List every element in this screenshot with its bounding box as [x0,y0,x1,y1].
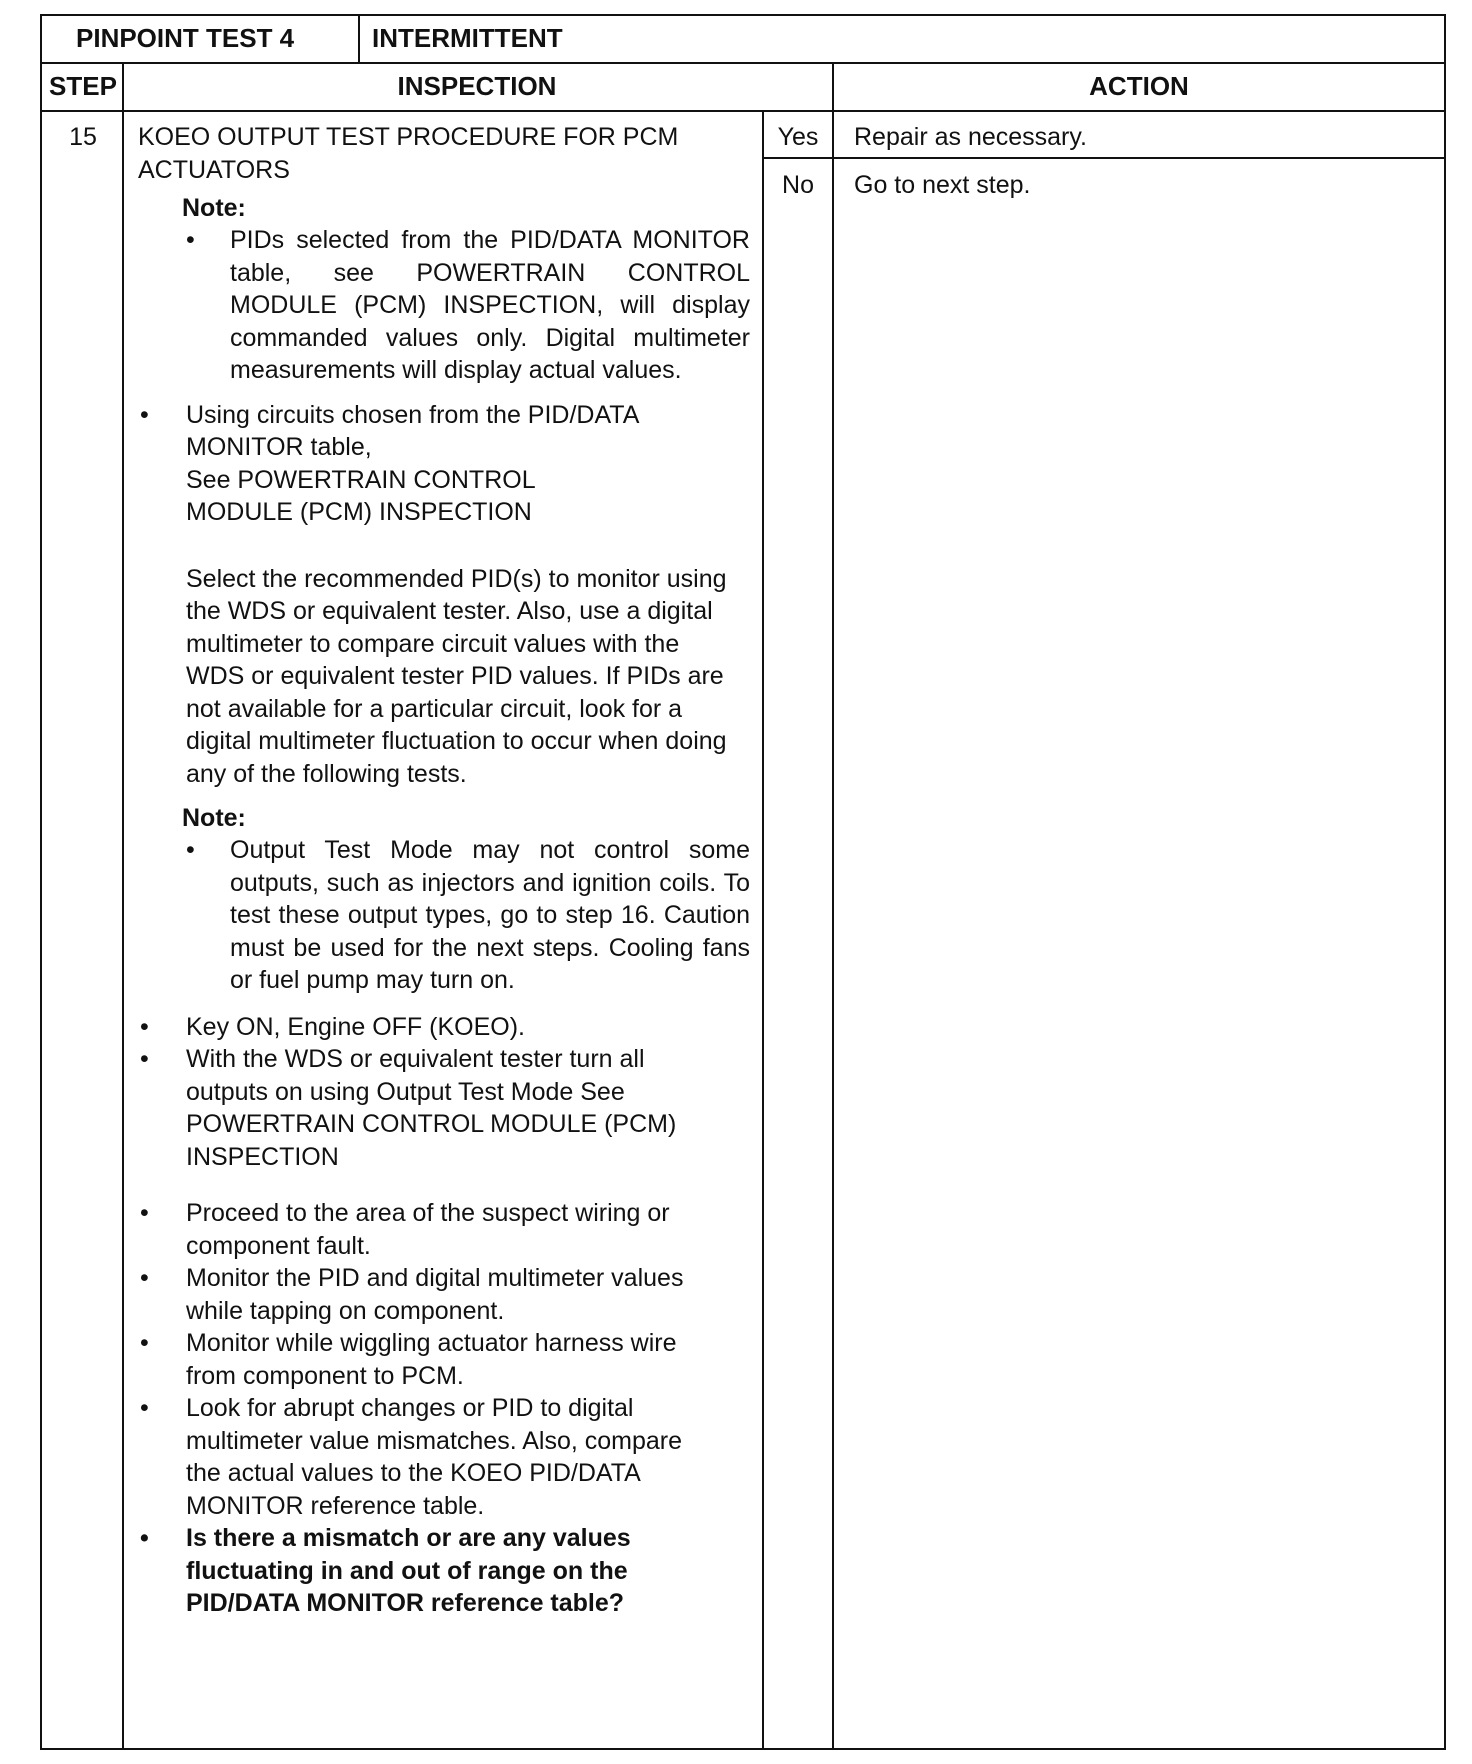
yes-no-divider [762,157,1444,159]
list-item: • Monitor the PID and digital multimeter values while tapping on component. [138,1262,718,1327]
header-divider [42,62,1444,64]
inspection-content [138,121,748,1620]
decision-question: • Is there a mismatch or are any values fluctuating in and out of range on the PID/DATA MONITOR reference table? [138,1522,718,1620]
column-header-divider [42,110,1444,112]
procedure-paragraph: Select the recommended PID(s) to monitor using the WDS or equivalent tester. Also, use a digital multimeter to compare circuit values with the WDS or equivalent tester PID values. If PIDs are not available for a particular circuit, look for a digital multimeter fluctuation to occur when doing any of the following tests. [186,564,727,788]
procedure-steps-a [138,1011,718,1174]
yes-no-column-left [762,110,764,1750]
pinpoint-test-name: INTERMITTENT [372,23,563,53]
list-item: • Monitor while wiggling actuator harness wire from component to PCM. [138,1327,718,1392]
column-header-inspection: INSPECTION [397,71,557,101]
note-2 [182,802,750,997]
list-item: • Proceed to the area of the suspect wiring or component fault. [138,1197,718,1262]
procedure-steps-b [138,1197,718,1620]
column-header-action: ACTION [1089,71,1189,101]
note-2-item: • Output Test Mode may not control some outputs, such as injectors and ignition coils. To test these output types, go to step 16. Caution must be used for the next steps. Cooling fans or fuel pump may turn on. [182,834,750,997]
note-2-label: Note: [182,804,246,832]
circuit-selection-bullet [138,399,738,529]
step-column-divider [122,62,124,1750]
list-item: • With the WDS or equivalent tester turn all outputs on using Output Test Mode See POWERTRAIN CONTROL MODULE (PCM) INSPECTION [138,1043,718,1173]
note-1 [182,192,750,387]
note-1-item: • PIDs selected from the PID/DATA MONITOR table, see POWERTRAIN CONTROL MODULE (PCM) INSPECTION, will display commanded values only. Digital multimeter measurements will display actual values. [182,224,750,387]
no-label: No [782,171,814,199]
column-header-step: STEP [49,71,117,101]
no-action: Go to next step. [854,171,1031,199]
step-title: KOEO OUTPUT TEST PROCEDURE FOR PCM ACTUATORS [138,123,679,184]
bullet-1-line-2: See POWERTRAIN CONTROL MODULE (PCM) INSPECTION [186,465,535,526]
step-number: 15 [69,123,97,151]
action-column-divider [832,62,834,1750]
pinpoint-test-table [40,14,1446,1750]
yes-action: Repair as necessary. [854,123,1087,151]
list-item: • Key ON, Engine OFF (KOEO). [138,1011,718,1044]
pinpoint-test-label: PINPOINT TEST 4 [76,23,295,53]
note-1-label: Note: [182,194,246,222]
yes-label: Yes [777,123,819,151]
title-divider [358,16,360,62]
bullet-1-line-1: • Using circuits chosen from the PID/DATA MONITOR table, [186,400,639,461]
list-item: • Look for abrupt changes or PID to digital multimeter value mismatches. Also, compare the actual values to the KOEO PID/DATA MONITOR reference table. [138,1392,718,1522]
